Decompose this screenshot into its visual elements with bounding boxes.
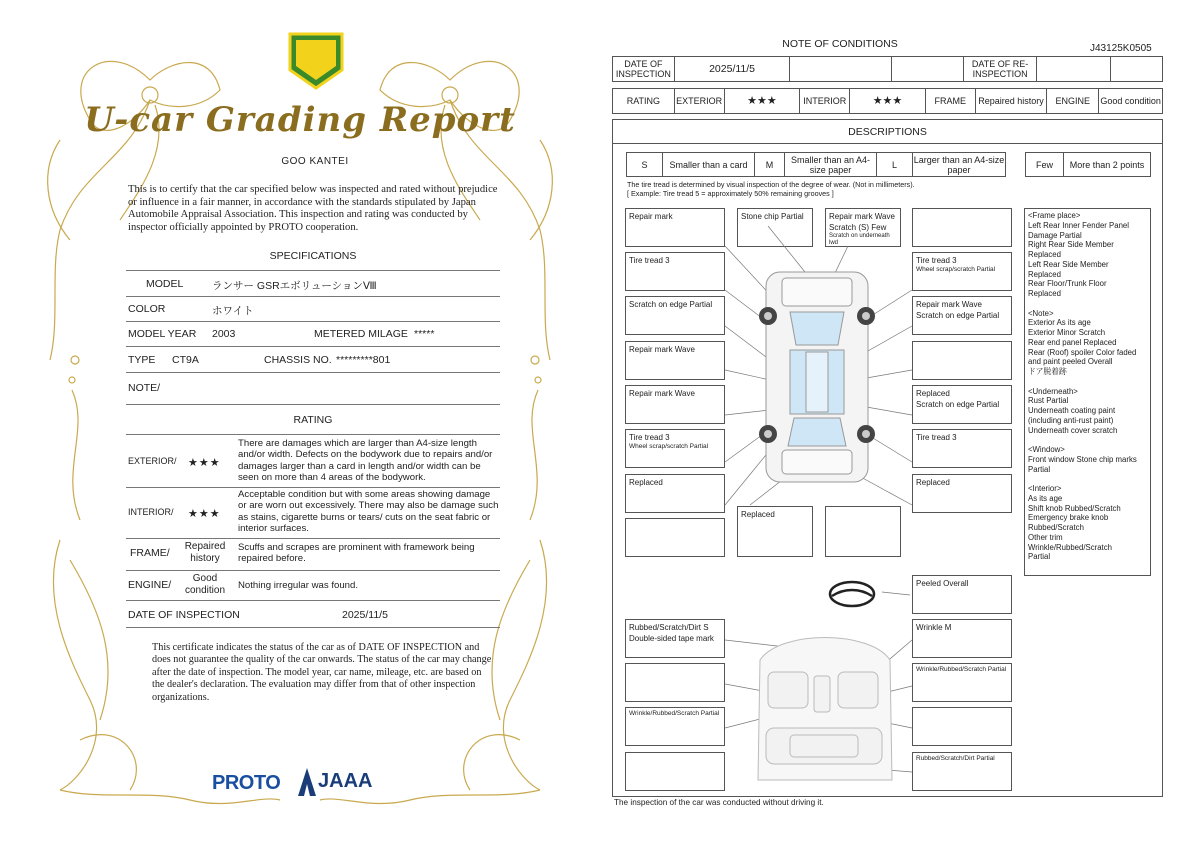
descriptions-heading: DESCRIPTIONS: [613, 120, 1162, 144]
interior-stars: ★★★: [188, 508, 221, 520]
report-title: U-car Grading Report: [84, 100, 516, 140]
condition-note-line: Replaced: [1028, 269, 1061, 279]
logos: [212, 768, 412, 798]
condition-note-line: Exterior As its age: [1028, 318, 1091, 328]
exterior-stars: ★★★: [188, 457, 221, 469]
legend-few: Few: [1026, 153, 1064, 176]
engine-value: Good condition: [184, 573, 226, 596]
note-of-conditions-page: [600, 0, 1200, 848]
condition-box: Rubbed/Scratch/Dirt S Double-sided tape mark: [625, 619, 725, 658]
legend-m-desc: Smaller than an A4-size paper: [785, 153, 877, 176]
condition-note-line: ドア脱着跡: [1028, 367, 1067, 376]
condition-box: Tire tread 3: [912, 429, 1012, 468]
condition-note-line: As its age: [1028, 493, 1063, 503]
goo-kantei-badge-logo: [286, 30, 346, 92]
descriptions-panel: [612, 119, 1163, 797]
interior-stars: ★★★: [850, 89, 926, 113]
jaaa-logo: JAAA: [318, 770, 373, 792]
few-legend: [1025, 152, 1151, 177]
condition-box: Repair mark Wave: [625, 385, 725, 424]
frame-description: Scuffs and scrapes are prominent with framework being repaired before.: [238, 542, 475, 565]
exterior-label: EXTERIOR: [675, 89, 725, 113]
color-label: COLOR: [128, 303, 166, 315]
condition-box: Tire tread 3: [625, 252, 725, 291]
condition-box: Repair mark Wave: [625, 341, 725, 380]
type-label: TYPE: [128, 354, 156, 366]
condition-note-line: <Window>: [1028, 445, 1065, 454]
condition-box: Replaced Scratch on edge Partial: [912, 385, 1012, 424]
exterior-label: EXTERIOR/: [128, 456, 177, 466]
condition-box: [625, 663, 725, 702]
date-label: DATE OF INSPECTION: [128, 609, 240, 621]
report-subtitle: GOO KANTEI: [281, 156, 349, 167]
frame-rating-row: [126, 541, 500, 569]
model-year-value: 2003: [212, 328, 236, 340]
condition-note-line: Wrinkle/Rubbed/Scratch: [1028, 542, 1112, 552]
condition-box: Peeled Overall: [912, 575, 1012, 614]
date-reinspection-label: DATE OF RE-INSPECTION: [964, 57, 1038, 81]
certificate-footnote: This certificate indicates the status of the car as of DATE OF INSPECTION and does not guarantee the quality of the car onwards. The status of the car may change after the date of inspection. The model year, car name, mileage, etc. are based on the dealer's declaration. The evaluation may differ from that of other inspection organizations.: [152, 642, 492, 703]
condition-note-line: Partial: [1028, 464, 1051, 474]
jaaa-mark-icon: [298, 768, 316, 796]
rating-heading: RATING: [293, 414, 333, 426]
condition-note-line: Underneath coating paint: [1028, 406, 1116, 415]
condition-box: Tire tread 3 Wheel scrap/scratch Partial: [912, 252, 1012, 291]
condition-box: Replaced: [912, 474, 1012, 513]
condition-notes-list: [1024, 208, 1151, 576]
chassis-label: CHASSIS NO.: [264, 354, 332, 366]
interior-label: INTERIOR/: [128, 507, 174, 517]
condition-note-line: [1028, 474, 1147, 484]
condition-note-line: Front window Stone chip marks: [1028, 454, 1137, 464]
condition-note-line: and paint peeled Overall: [1028, 357, 1113, 367]
condition-box: [912, 707, 1012, 746]
condition-note-line: <Underneath>: [1028, 386, 1078, 396]
exterior-description: There are damages which are larger than A4-size length and/or width. Defects on the bodywork due to repairs and/or damages larger than a card in length and/or width can be seen on more than 4 areas of the bodywork.: [238, 438, 493, 484]
condition-note-line: Rear Floor/Trunk Floor: [1028, 279, 1107, 289]
condition-box: Repair mark Wave Scratch on edge Partial: [912, 296, 1012, 335]
condition-note-line: Underneath cover scratch: [1028, 425, 1118, 435]
rating-header-table: [612, 88, 1163, 114]
condition-note-line: Exterior Minor Scratch: [1028, 328, 1106, 337]
engine-rating-row: [126, 573, 500, 601]
condition-note-line: (including anti-rust paint): [1028, 415, 1114, 425]
condition-box: [625, 518, 725, 557]
condition-box: Scratch on edge Partial: [625, 296, 725, 335]
engine-label: ENGINE: [1047, 89, 1099, 113]
engine-label: ENGINE/: [128, 579, 172, 591]
frame-label: FRAME: [926, 89, 976, 113]
condition-note-line: <Note>: [1028, 308, 1054, 318]
interior-label: INTERIOR: [800, 89, 850, 113]
date-inspection-value: 2025/11/5: [675, 57, 791, 81]
legend-s: S: [627, 153, 663, 176]
date-inspection-label: DATE OF INSPECTION: [613, 57, 675, 81]
model-value: ランサー GSRエボリューションⅧ: [212, 280, 377, 292]
model-label: MODEL: [146, 278, 184, 290]
frame-value: Repaired history: [976, 89, 1048, 113]
condition-box: Tire tread 3 Wheel scrap/scratch Partial: [625, 429, 725, 468]
condition-box: Wrinkle M: [912, 619, 1012, 658]
condition-note-line: Rear end panel Replaced: [1028, 337, 1117, 347]
condition-note-line: Rubbed/Scratch: [1028, 523, 1084, 532]
frame-label: FRAME/: [130, 547, 170, 559]
engine-description: Nothing irregular was found.: [238, 580, 358, 591]
rating-label: RATING: [613, 89, 675, 113]
condition-box: [912, 341, 1012, 380]
condition-note-line: Other trim: [1028, 532, 1063, 542]
exterior-stars: ★★★: [725, 89, 801, 113]
bottom-note: The inspection of the car was conducted without driving it.: [614, 798, 824, 807]
date-value: 2025/11/5: [342, 609, 388, 621]
condition-note-line: Emergency brake knob: [1028, 513, 1109, 523]
frame-value: Repaired history: [184, 541, 226, 564]
legend-few-desc: More than 2 points: [1069, 159, 1145, 170]
certification-text: This is to certify that the car specified below was inspected and rated without prejudice or influence in a fair manner, in accordance with the standards stipulated by Japan Automobile Appraisal Association. This inspection and rating was conducted by inspector officially appointed by PROTO cooperation.: [128, 184, 498, 233]
condition-note-line: Left Rear Side Member: [1028, 259, 1109, 269]
condition-box: Repair mark: [625, 208, 725, 247]
condition-note-line: Partial: [1028, 552, 1051, 562]
date-header-table: [612, 56, 1163, 82]
legend-l-desc: Larger than an A4-size paper: [913, 154, 1005, 175]
condition-note-line: Rear (Roof) spoiler Color faded: [1028, 347, 1137, 357]
condition-box: Replaced: [625, 474, 725, 513]
milage-label: METERED MILAGE: [314, 328, 408, 340]
legend-s-desc: Smaller than a card: [663, 153, 755, 176]
conditions-title: NOTE OF CONDITIONS: [782, 38, 898, 50]
condition-note-line: [1028, 435, 1147, 445]
proto-logo: PROTO: [212, 772, 281, 794]
interior-rating-row: [126, 489, 500, 537]
legend-l: L: [877, 153, 913, 176]
condition-note-line: [1028, 299, 1147, 309]
specifications-heading: SPECIFICATIONS: [269, 250, 357, 262]
condition-note-line: Damage Partial: [1028, 230, 1082, 240]
condition-note-line: Right Rear Side Member: [1028, 240, 1114, 250]
tire-tread-note: The tire tread is determined by visual inspection of the degree of wear. (Not in millimeters). [ Example: Tire tread 5 = approximately 50% remaining grooves ]: [627, 180, 915, 198]
condition-box: [625, 752, 725, 791]
condition-note-line: Rust Partial: [1028, 396, 1069, 406]
model-year-label: MODEL YEAR: [128, 328, 197, 340]
interior-description: Acceptable condition but with some areas showing damage or are worn out excessively. There may also be damage such as stains, cigarette burns or tears/ cuts on the seat fabric or interior surfaces.: [238, 489, 499, 535]
condition-note-line: Left Rear Inner Fender Panel: [1028, 220, 1129, 230]
color-value: ホワイト: [212, 305, 254, 317]
legend-m: M: [755, 153, 785, 176]
condition-note-line: <Frame place>: [1028, 211, 1081, 220]
type-value: CT9A: [172, 354, 199, 366]
exterior-rating-row: [126, 438, 500, 486]
condition-note-line: Shift knob Rubbed/Scratch: [1028, 503, 1121, 513]
condition-note-line: [1028, 377, 1147, 387]
condition-box: Stone chip Partial: [737, 208, 813, 247]
condition-box: [825, 506, 901, 557]
milage-value: *****: [414, 328, 435, 340]
note-label: NOTE/: [128, 382, 161, 394]
size-legend: [626, 152, 1006, 177]
condition-note-line: <Interior>: [1028, 484, 1062, 493]
condition-box: Wrinkle/Rubbed/Scratch Partial: [912, 663, 1012, 702]
chassis-value: *********801: [336, 354, 391, 366]
report-code: J43125K0505: [1090, 43, 1152, 54]
condition-box: [912, 208, 1012, 247]
divider: [126, 270, 500, 271]
condition-box: Wrinkle/Rubbed/Scratch Partial: [625, 707, 725, 746]
condition-box: Repair mark Wave Scratch (S) Few Scratch on underneath lwd: [825, 208, 901, 247]
condition-box: Replaced: [737, 506, 813, 557]
condition-box: Rubbed/Scratch/Dirt Partial: [912, 752, 1012, 791]
engine-value: Good condition: [1100, 96, 1161, 106]
condition-note-line: Replaced: [1028, 250, 1061, 259]
condition-note-line: Replaced: [1028, 289, 1061, 298]
